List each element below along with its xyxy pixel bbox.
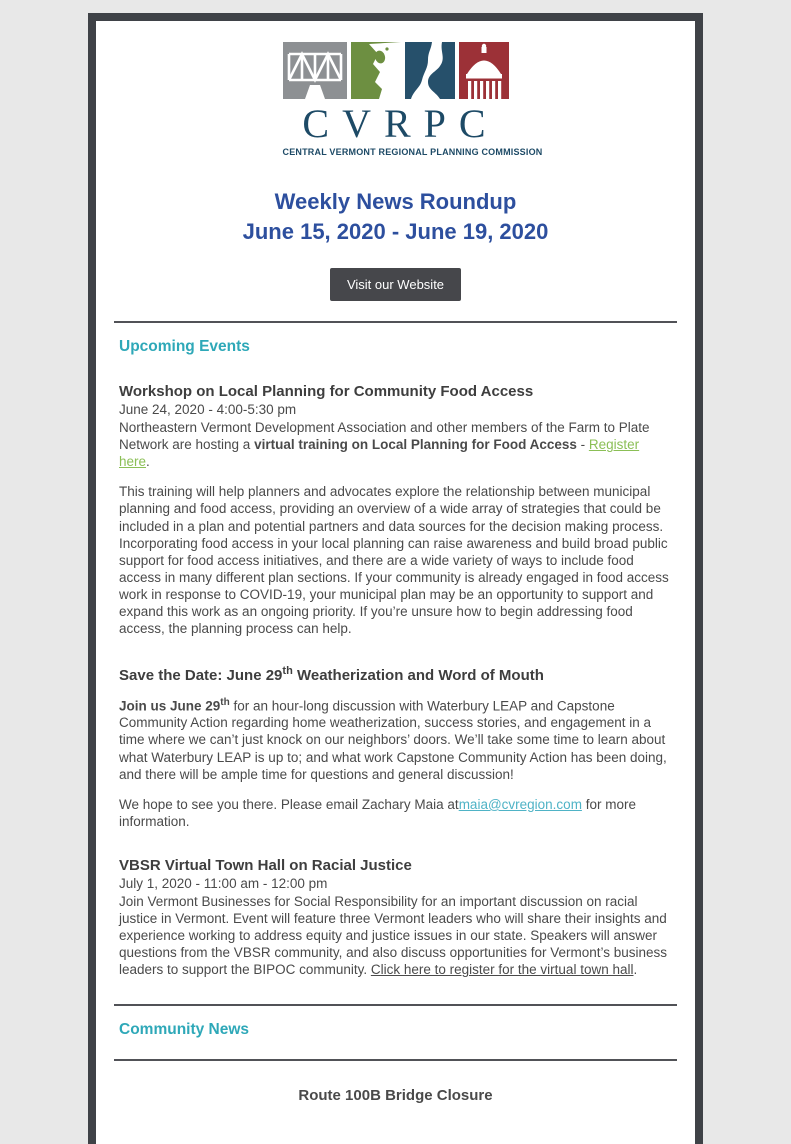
text-segment-bold: virtual training on Local Planning for Food Access (254, 437, 577, 453)
community-item-title: Route 100B Bridge Closure (298, 1087, 493, 1105)
event2-contact (119, 796, 672, 830)
newsletter-title-line1: Weekly News Roundup (274, 189, 517, 214)
text-segment-bold: Join us June 29 (119, 698, 221, 714)
divider (114, 1059, 677, 1061)
text-segment: We hope to see you there. Please email Zachary Maia at (119, 796, 459, 812)
event1-description: This training will help planners and advocates explore the relationship between municipal planning and food access, providing an overview of a wide array of strategies that could be included in a plan and potential partners and data sources for the decision making process. Incorporating food access in your local planning can raise awareness and build broad public support for food access initiatives, and there are a wide variety of ways to include food access in many different plan sections. If your community is already engaged in food access work in response to COVID-19, your municipal plan may be an opportunity to support and expand this work as an ongoing priority. If you’re unsure how to begin addressing food access, the planning process can help. (119, 484, 669, 637)
newsletter-content (96, 21, 695, 1144)
email-frame (88, 13, 703, 1144)
text-segment: Northeastern Vermont Development Association and other members of the Farm to Plate Network are hosting a (119, 419, 650, 453)
event1-datetime: June 24, 2020 - 4:00-5:30 pm (119, 402, 297, 418)
text-segment: for more information. (119, 796, 636, 829)
text-segment: for an hour-long discussion with Waterbury LEAP and Capstone Community Action regarding home weatherization, success stories, and engagement in a time where we can’t just knock on our neighbors’ doors. We’ll take some time to learn about what Waterbury LEAP is up to; and what work Capstone Community Action has been doing, and there will be ample time for questions and general discussion! (119, 698, 667, 782)
email-link[interactable]: maia@cvregion.com (458, 796, 582, 812)
event3-datetime: July 1, 2020 - 11:00 am - 12:00 pm (119, 876, 328, 892)
divider (114, 1004, 677, 1006)
event2-title (119, 665, 672, 684)
event1-title: Workshop on Local Planning for Community Food Access (119, 383, 534, 401)
town-hall-register-link[interactable]: Click here to register for the virtual town hall (370, 962, 634, 978)
text-segment: Join Vermont Businesses for Social Responsibility for an important discussion on racial justice in Vermont. Event will feature three Vermont leaders who will share their insights and experience working to address equity and justice issues in our state. Speakers will answer questions from the VBSR community, and also discuss opportunities for Vermont’s business leaders to support the BIPOC community. (119, 893, 668, 978)
event3-title: VBSR Virtual Town Hall on Racial Justice (119, 857, 412, 875)
community-news-heading: Community News (119, 1021, 250, 1039)
upcoming-events-heading: Upcoming Events (119, 338, 250, 356)
bridge-icon (283, 42, 347, 99)
newsletter-title-line2: June 15, 2020 - June 19, 2020 (242, 218, 549, 244)
event1-intro (119, 419, 672, 470)
river-icon (405, 42, 455, 99)
text-segment: . (633, 962, 638, 978)
vermont-map-icon (351, 42, 401, 99)
text-segment: Save the Date: June 29 (119, 666, 283, 684)
text-segment: . (146, 454, 150, 470)
logo-acronym: CVRPC (302, 101, 499, 146)
visit-website-button[interactable]: Visit our Website (330, 268, 461, 301)
capitol-dome-icon (459, 42, 509, 99)
text-segment: - (576, 437, 589, 453)
cvrpc-logo (282, 42, 543, 157)
event2-body (119, 697, 672, 783)
logo-tagline: CENTRAL VERMONT REGIONAL PLANNING COMMISSION (282, 147, 543, 157)
newsletter-title (119, 187, 672, 246)
register-here-link[interactable]: Register here (119, 437, 640, 470)
event3-body (119, 893, 672, 979)
divider (114, 321, 677, 323)
logo-tiles (283, 42, 509, 99)
ordinal-superscript: th (282, 664, 293, 677)
text-segment: Weatherization and Word of Mouth (292, 666, 544, 684)
ordinal-superscript: th (220, 696, 230, 708)
